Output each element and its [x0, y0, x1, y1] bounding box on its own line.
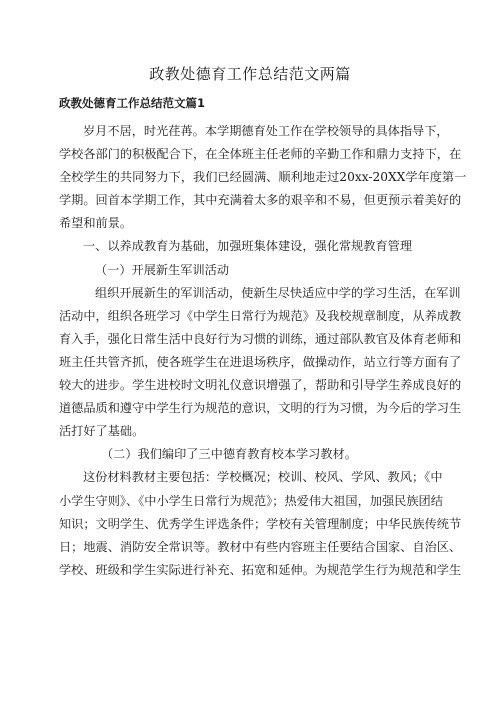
- text-line: 小学生守则》、《中小学生日常行为规范》；热爱伟大祖国，加强民族团结: [59, 493, 443, 508]
- text-line: 活打好了基础。: [59, 424, 145, 439]
- section-subtitle: 政教处德育工作总结范文篇1: [59, 96, 206, 110]
- text-line: 学校各部门的积极配合下，在全体班主任老师的辛勤工作和鼎力支持下，在: [59, 147, 462, 162]
- text-line: 一、以养成教育为基础，加强班集体建设，强化常规教育管理: [83, 239, 413, 254]
- text-line: 知识；文明学生、优秀学生评选条件；学校有关管理制度；中华民族传统节: [59, 516, 462, 531]
- text-line: 这份材料教材主要包括：学校概况；校训、校风、学风、教风；《中: [83, 470, 443, 485]
- text-line: 育入手，强化日常生活中良好行为习惯的训练，通过部队教官及体育老师和: [59, 331, 462, 346]
- text-line: 组织开展新生的军训活动，使新生尽快适应中学的学习生活，在军训: [95, 285, 461, 300]
- text-line: 日；地震、消防安全常识等。教材中有些内容班主任要结合国家、自治区、: [59, 539, 462, 554]
- document-title: 政教处德育工作总结范文两篇: [149, 65, 351, 83]
- text-line: 道德品质和遵守中学生行为规范的意识，文明的行为习惯，为今后的学习生: [59, 401, 462, 416]
- text-line: 学期。回首本学期工作，其中充满着太多的艰辛和不易，但更预示着美好的: [59, 193, 462, 208]
- text-line: 学校、班级和学生实际进行补充、拓宽和延伸。为规范学生行为规范和学生: [59, 562, 462, 577]
- text-line: 全校学生的共同努力下，我们已经圆满、顺利地走过20xx-20XX学年度第一: [59, 170, 467, 185]
- text-line: 岁月不居，时光荏苒。本学期德育处工作在学校领导的具体指导下，: [83, 124, 449, 138]
- text-line: 较大的进步。学生进校时文明礼仪意识增强了，帮助和引导学生养成良好的: [59, 378, 462, 393]
- text-line: （一）开展新生军训活动: [95, 262, 230, 277]
- text-line: 希望和前景。: [59, 216, 133, 231]
- text-line: 活动中，组织各班学习《中学生日常行为规范》及我校规章制度，从养成教: [59, 308, 462, 323]
- document-body: [59, 120, 467, 582]
- text-line: 班主任共管齐抓，使各班学生在进退场秩序，做操动作，站立行等方面有了: [59, 354, 462, 369]
- text-line: （二）我们编印了三中德育教育校本学习教材。: [101, 447, 357, 462]
